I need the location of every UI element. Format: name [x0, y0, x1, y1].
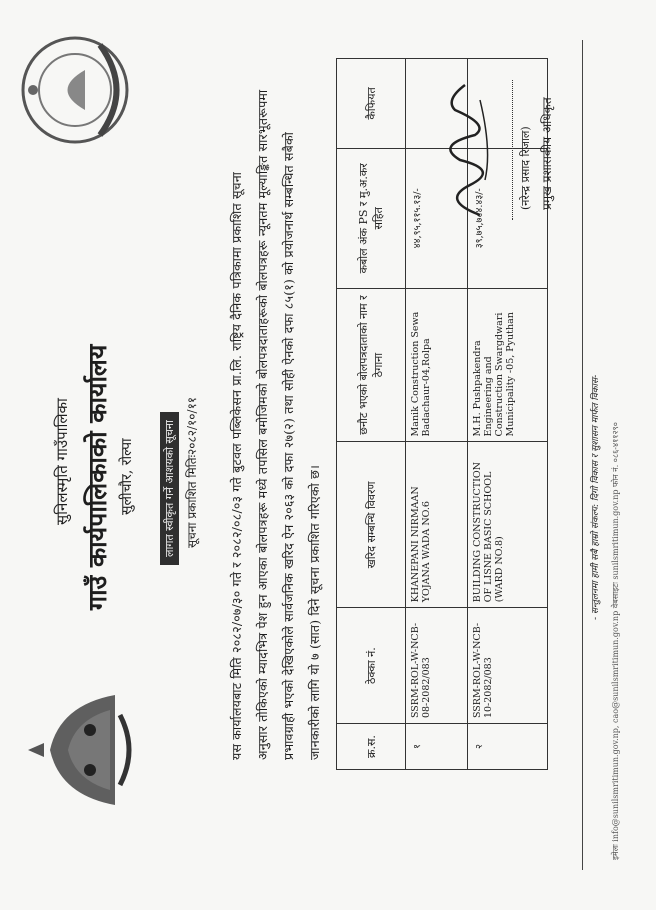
row-description: BUILDING CONSTRUCTION OF LISNE BASIC SCHOOL (WARD NO.8): [468, 442, 548, 608]
row-contract-no: SSRM-ROL-W-NCB-08-2082/083: [406, 608, 468, 724]
signature-line: [512, 80, 513, 220]
office-location: सुलीचौर, रोल्पा: [119, 438, 135, 515]
signatory-title: प्रमुख प्रशासकीय अधिकृत: [540, 97, 554, 210]
footer-slogan: - सन्तुलनमा हामी सबै हाम्रो संकल्प: दिगो विकास र सुशासन मार्फत विकास-: [591, 374, 601, 620]
notice-banner: लागत स्वीकृत गर्ने आशयको सूचना: [160, 412, 179, 565]
row-sn: २: [468, 724, 548, 770]
office-title: गाउँ कार्यपालिकाको कार्यालय: [83, 344, 112, 610]
notice-body-line-1: यस कार्यालयबाट मिति २०८२/०७/३० गते र २०८२/०८/०३ गते बुटवल पब्लिकेसन प्रा.लि. राष्ट्रिय दैनिक पत्रिकामा प्रकाशित सूचना: [229, 171, 244, 760]
row-description: KHANEPANI NIRMAAN YOJANA WADA NO.6: [406, 442, 468, 608]
municipality-seal-icon: [15, 30, 135, 150]
column-header: कैफियत: [337, 59, 406, 149]
notice-body-line-2: अनुसार तोकिएको म्यादभित्र पेश हुन आएका बोलपत्रहरू मध्ये तपसिल बमोजिमको बोलपत्रदाताहरूको बोलपत्रहरू न्यूनतम मूल्याङ्कित सारभूतरूपमा: [255, 89, 270, 760]
column-header: छनौट भएको बोलपत्रदाताको नाम र ठेगाना: [337, 288, 406, 442]
notice-body-line-3: प्रभावग्राही भएको देखिएकोले सार्वजनिक खरिद ऐन २०६३ को दफा २७(२) तथा सोही ऐनको दफा ८५(१) को प्रयोजनार्थ सम्बन्धित सबैको: [281, 131, 296, 760]
column-header: कबोल अंक PS र मु.अ.कर सहित: [337, 148, 406, 288]
signature-mark: [430, 80, 500, 220]
table-header-row: [337, 59, 406, 770]
footer-divider: [582, 40, 583, 870]
row-bidder: M.H. Pushpakendra Engineering and Construction Swargdwari Municipality -05, Pyuthan: [468, 288, 548, 442]
row-contract-no: SSRM-ROL-W-NCB-10-2082/083: [468, 608, 548, 724]
column-header: ठेक्का नं.: [337, 608, 406, 724]
notice-published-date: सूचना प्रकाशित मितिः२०८२/१०/११: [185, 396, 199, 548]
nepal-emblem-icon: [20, 685, 140, 815]
column-header: क्र.स.: [337, 724, 406, 770]
row-amount: ३९,७५,७८४.४३/-: [468, 148, 548, 288]
row-sn: १: [406, 724, 468, 770]
notice-body-line-4: जानकारीको लागि यो ७ (सात) दिने सूचना प्रकाशित गरिएको छ।: [307, 464, 322, 760]
signatory-name: (नरेन्द्र प्रसाद रिजाल): [519, 126, 532, 210]
municipality-name: सुनिलस्मृति गाउँपालिका: [53, 398, 71, 525]
row-amount: ४४,९५,११५.१३/-: [406, 148, 468, 288]
footer-contact: इमेलः info@sunilsmritimun.gov.np, cao@sunilsmritimun.gov.np वेबसाइटः sunilsmritimun.gov.np फोन नं. ०८६-४११२९०: [611, 422, 620, 860]
row-bidder: Manik Construction Sewa Badachaur-04,Rolpa: [406, 288, 468, 442]
column-header: खरिद सम्बन्धि विवरण: [337, 442, 406, 608]
